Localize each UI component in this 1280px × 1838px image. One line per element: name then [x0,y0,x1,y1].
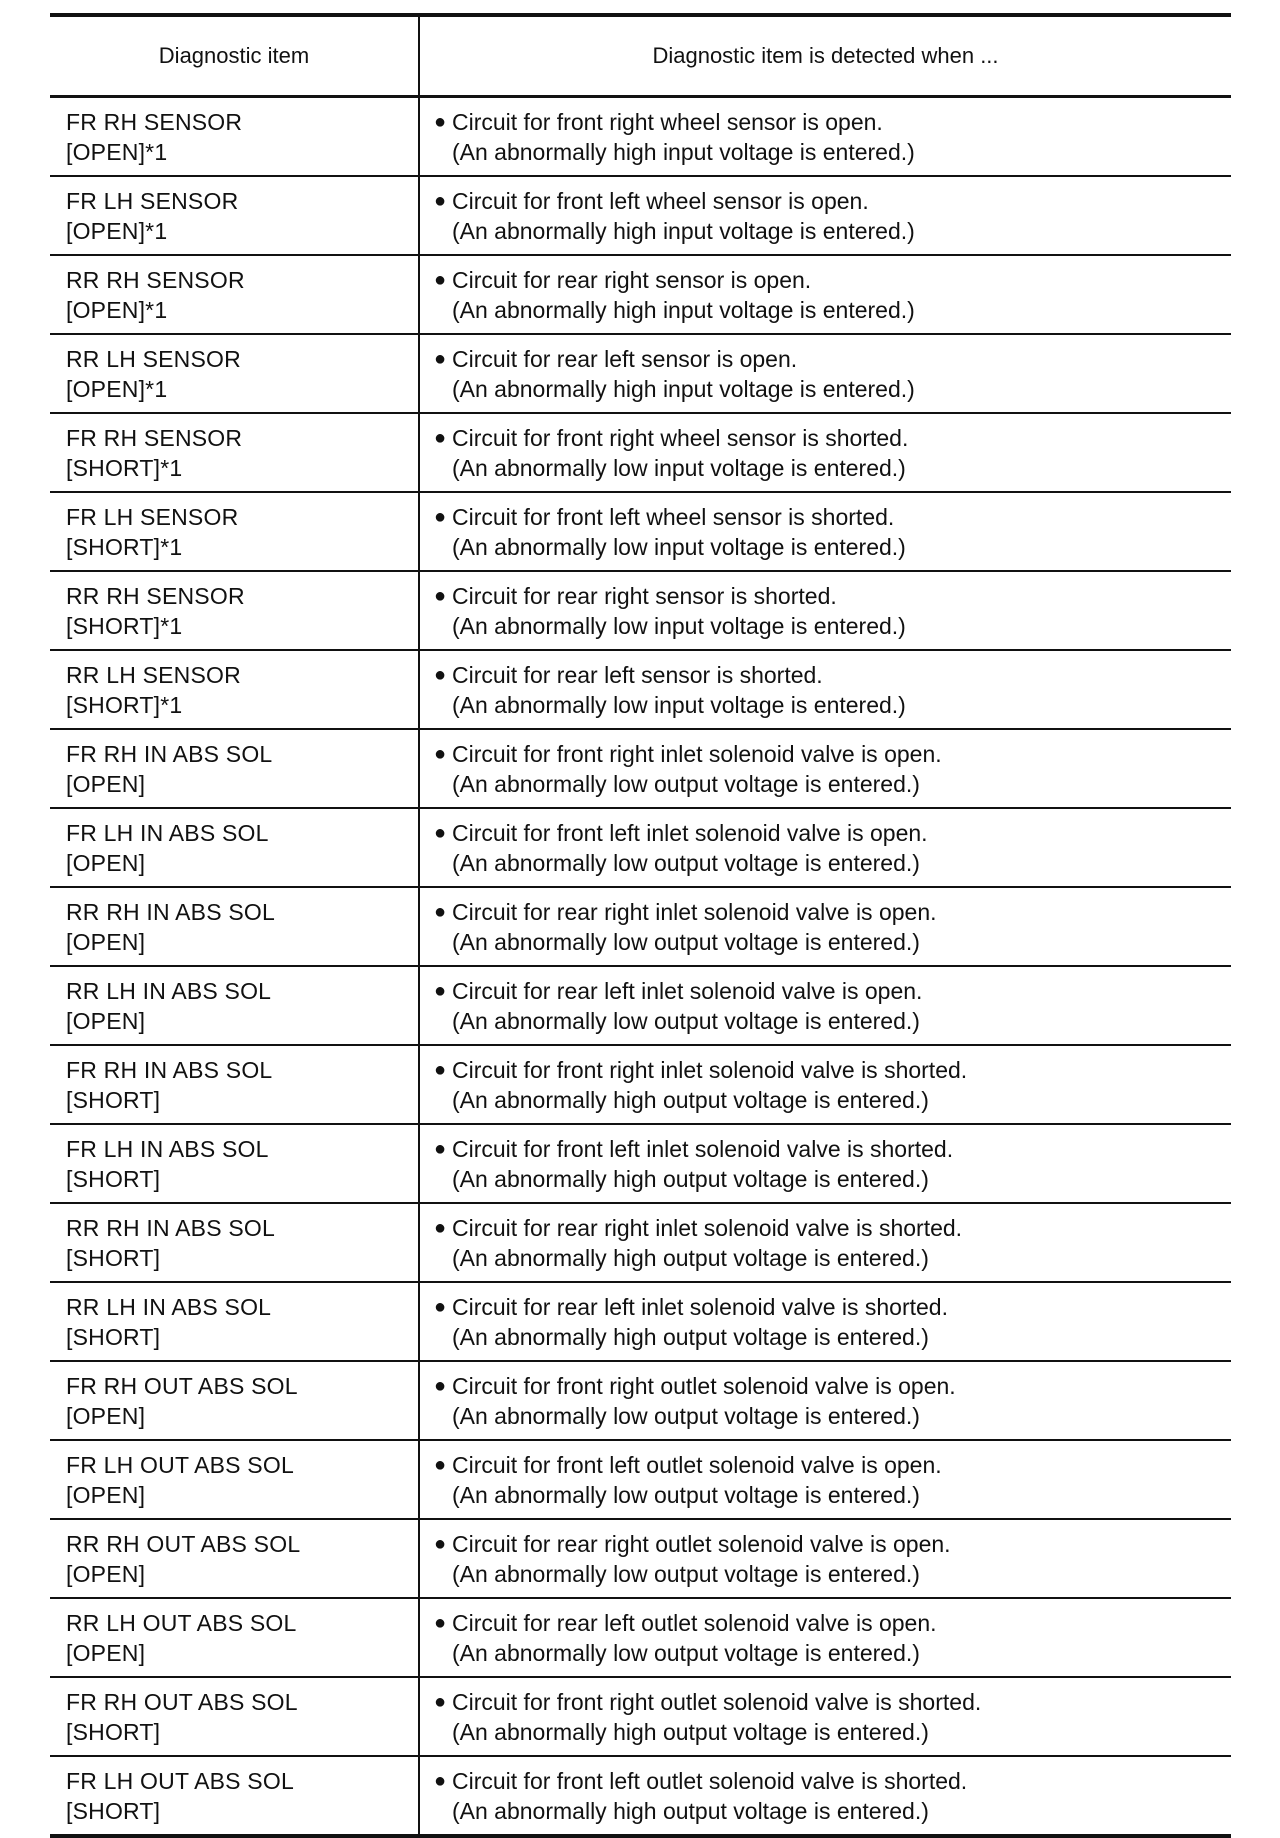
diagnostic-item-name: RR LH OUT ABS SOL [66,1609,297,1636]
condition-description: Circuit for front left outlet solenoid valve is open. [452,1451,942,1478]
detection-condition-cell [419,334,1231,413]
condition-voltage-note: (An abnormally low input voltage is entered.) [452,612,906,639]
bullet-icon: ● [433,1216,447,1239]
condition-description: Circuit for rear left sensor is shorted. [452,661,823,688]
condition-description: Circuit for front right outlet solenoid valve is open. [452,1372,956,1399]
table-row [50,255,1231,334]
condition-bullet-item [428,423,1231,483]
detection-condition-cell [419,1203,1231,1282]
condition-description: Circuit for rear left outlet solenoid valve is open. [452,1609,937,1636]
diagnostic-item-name: RR RH OUT ABS SOL [66,1530,301,1557]
condition-bullet-item [428,897,1231,957]
diagnostic-item-status: [OPEN] [66,1639,146,1666]
diagnostic-item-status: [SHORT] [66,1086,161,1113]
diagnostic-item-cell [50,1203,419,1282]
diagnostic-item-name: FR RH SENSOR [66,424,243,451]
diagnostic-item-name: RR RH IN ABS SOL [66,1214,275,1241]
header-detected-when: Diagnostic item is detected when ... [419,15,1231,97]
detection-condition-cell [419,1440,1231,1519]
condition-voltage-note: (An abnormally high output voltage is entered.) [452,1718,929,1745]
diagnostic-item-status: [OPEN]*1 [66,217,168,244]
bullet-icon: ● [433,1690,447,1713]
diagnostic-item-status: [OPEN]*1 [66,296,168,323]
diagnostic-item-status: [OPEN]*1 [66,375,168,402]
condition-bullet-item [428,1371,1231,1431]
detection-condition-cell [419,571,1231,650]
condition-voltage-note: (An abnormally low output voltage is entered.) [452,1007,920,1034]
table-row [50,1282,1231,1361]
table-row [50,1203,1231,1282]
bullet-icon: ● [433,110,447,133]
diagnostic-item-name: FR RH OUT ABS SOL [66,1372,298,1399]
diagnostic-item-name: RR RH SENSOR [66,582,245,609]
condition-voltage-note: (An abnormally low output voltage is entered.) [452,1481,920,1508]
condition-bullet-item [428,660,1231,720]
condition-text [452,1608,937,1668]
condition-description: Circuit for front right outlet solenoid valve is shorted. [452,1688,982,1715]
condition-bullet-item [428,1055,1231,1115]
diagnostic-item-cell [50,492,419,571]
diagnostic-item-status: [OPEN] [66,849,146,876]
table-row [50,1124,1231,1203]
condition-description: Circuit for front right inlet solenoid valve is open. [452,740,942,767]
table-row [50,492,1231,571]
condition-text [452,1687,981,1747]
condition-text [452,660,906,720]
diagnostic-item-name: RR LH SENSOR [66,661,241,688]
bullet-icon: ● [433,663,447,686]
detection-condition-cell [419,1124,1231,1203]
diagnostic-item-name: FR LH IN ABS SOL [66,819,269,846]
bullet-icon: ● [433,347,447,370]
diagnostic-item-status: [OPEN] [66,928,146,955]
table-row [50,1519,1231,1598]
diagnostic-item-cell [50,413,419,492]
condition-description: Circuit for front left wheel sensor is open. [452,187,869,214]
diagnostic-item-name: RR LH IN ABS SOL [66,1293,272,1320]
detection-condition-cell [419,650,1231,729]
bullet-icon: ● [433,426,447,449]
condition-text [452,1134,953,1194]
bullet-icon: ● [433,505,447,528]
table-row [50,97,1231,177]
table-row [50,966,1231,1045]
table-row [50,571,1231,650]
diagnostic-item-name: FR LH SENSOR [66,187,239,214]
condition-bullet-item [428,581,1231,641]
bullet-icon: ● [433,1295,447,1318]
diagnostic-item-cell [50,966,419,1045]
condition-text [452,1450,942,1510]
diagnostic-item-cell [50,1124,419,1203]
condition-bullet-item [428,1529,1231,1589]
condition-bullet-item [428,1608,1231,1668]
condition-bullet-item [428,344,1231,404]
condition-description: Circuit for front right wheel sensor is open. [452,108,883,135]
diagnostic-item-name: FR RH SENSOR [66,108,243,135]
detection-condition-cell [419,808,1231,887]
condition-text [452,265,915,325]
diagnostic-item-status: [OPEN] [66,1481,146,1508]
diagnostic-item-name: FR RH OUT ABS SOL [66,1688,298,1715]
condition-bullet-item [428,976,1231,1036]
condition-text [452,976,922,1036]
detection-condition-cell [419,97,1231,177]
diagnostic-item-cell [50,334,419,413]
diagnostic-item-status: [OPEN] [66,1402,146,1429]
diagnostic-item-status: [SHORT]*1 [66,691,183,718]
diagnostic-item-cell [50,255,419,334]
condition-bullet-item [428,1687,1231,1747]
condition-text [452,1055,967,1115]
condition-description: Circuit for front left wheel sensor is shorted. [452,503,895,530]
detection-condition-cell [419,1756,1231,1836]
condition-text [452,1371,956,1431]
condition-description: Circuit for rear left sensor is open. [452,345,798,372]
condition-voltage-note: (An abnormally low output voltage is entered.) [452,1560,920,1587]
detection-condition-cell [419,492,1231,571]
condition-text [452,502,906,562]
table-row [50,1440,1231,1519]
table-row [50,413,1231,492]
condition-bullet-item [428,265,1231,325]
bullet-icon: ● [433,1453,447,1476]
condition-bullet-item [428,502,1231,562]
bullet-icon: ● [433,1769,447,1792]
diagnostic-item-cell [50,97,419,177]
condition-voltage-note: (An abnormally high output voltage is entered.) [452,1165,929,1192]
table-row [50,1677,1231,1756]
diagnostic-item-status: [OPEN]*1 [66,138,168,165]
diagnostic-item-cell [50,1598,419,1677]
condition-bullet-item [428,107,1231,167]
condition-voltage-note: (An abnormally low input voltage is entered.) [452,533,906,560]
condition-text [452,897,937,957]
detection-condition-cell [419,176,1231,255]
diagnostic-item-cell [50,1519,419,1598]
table-body [50,97,1231,1837]
diagnostic-item-status: [SHORT]*1 [66,454,183,481]
condition-text [452,739,942,799]
detection-condition-cell [419,413,1231,492]
diagnostic-item-cell [50,1282,419,1361]
diagnostic-table [50,13,1231,1838]
detection-condition-cell [419,1282,1231,1361]
diagnostic-item-status: [SHORT]*1 [66,612,183,639]
condition-bullet-item [428,1134,1231,1194]
condition-voltage-note: (An abnormally high output voltage is entered.) [452,1797,929,1824]
condition-text [452,107,915,167]
table-row [50,1361,1231,1440]
bullet-icon: ● [433,1374,447,1397]
condition-voltage-note: (An abnormally low input voltage is entered.) [452,691,906,718]
bullet-icon: ● [433,900,447,923]
diagnostic-item-status: [OPEN] [66,1007,146,1034]
diagnostic-item-cell [50,1361,419,1440]
diagnostic-item-name: FR RH IN ABS SOL [66,1056,273,1083]
detection-condition-cell [419,255,1231,334]
bullet-icon: ● [433,1611,447,1634]
diagnostic-item-name: FR LH SENSOR [66,503,239,530]
condition-text [452,1213,962,1273]
diagnostic-item-name: FR LH OUT ABS SOL [66,1451,294,1478]
diagnostic-item-status: [OPEN] [66,1560,146,1587]
diagnostic-item-cell [50,176,419,255]
bullet-icon: ● [433,742,447,765]
diagnostic-item-status: [SHORT] [66,1165,161,1192]
condition-text [452,1292,948,1352]
bullet-icon: ● [433,268,447,291]
condition-voltage-note: (An abnormally low output voltage is entered.) [452,928,920,955]
condition-description: Circuit for front left inlet solenoid valve is shorted. [452,1135,954,1162]
diagnostic-item-cell [50,650,419,729]
diagnostic-item-name: RR LH SENSOR [66,345,241,372]
condition-bullet-item [428,186,1231,246]
table-header [50,15,1231,97]
condition-text [452,1529,951,1589]
bullet-icon: ● [433,584,447,607]
diagnostic-item-cell [50,887,419,966]
detection-condition-cell [419,1361,1231,1440]
table-row [50,1045,1231,1124]
condition-text [452,186,915,246]
condition-description: Circuit for front left inlet solenoid valve is open. [452,819,928,846]
diagnostic-item-cell [50,1677,419,1756]
diagnostic-item-status: [OPEN] [66,770,146,797]
diagnostic-item-status: [SHORT] [66,1797,161,1824]
diagnostic-item-name: RR RH IN ABS SOL [66,898,275,925]
condition-description: Circuit for front right inlet solenoid valve is shorted. [452,1056,968,1083]
table-row [50,1756,1231,1836]
diagnostic-item-cell [50,1756,419,1836]
diagnostic-item-status: [SHORT]*1 [66,533,183,560]
condition-voltage-note: (An abnormally low output voltage is entered.) [452,1639,920,1666]
condition-description: Circuit for rear left inlet solenoid valve is open. [452,977,923,1004]
condition-bullet-item [428,818,1231,878]
condition-voltage-note: (An abnormally high output voltage is entered.) [452,1244,929,1271]
table-row [50,808,1231,887]
bullet-icon: ● [433,979,447,1002]
condition-description: Circuit for rear right sensor is open. [452,266,812,293]
diagnostic-item-name: FR LH IN ABS SOL [66,1135,269,1162]
condition-description: Circuit for rear right sensor is shorted. [452,582,837,609]
detection-condition-cell [419,1677,1231,1756]
header-row [50,15,1231,97]
condition-voltage-note: (An abnormally high output voltage is entered.) [452,1323,929,1350]
condition-text [452,344,915,404]
condition-voltage-note: (An abnormally high input voltage is entered.) [452,138,915,165]
diagnostic-item-cell [50,808,419,887]
bullet-icon: ● [433,821,447,844]
diagnostic-item-name: FR RH IN ABS SOL [66,740,273,767]
table-row [50,1598,1231,1677]
table-row [50,887,1231,966]
diagnostic-item-status: [SHORT] [66,1718,161,1745]
condition-voltage-note: (An abnormally high input voltage is entered.) [452,296,915,323]
condition-text [452,818,928,878]
condition-bullet-item [428,739,1231,799]
detection-condition-cell [419,729,1231,808]
condition-voltage-note: (An abnormally high input voltage is entered.) [452,217,915,244]
detection-condition-cell [419,887,1231,966]
table-row [50,176,1231,255]
condition-voltage-note: (An abnormally high output voltage is entered.) [452,1086,929,1113]
diagnostic-item-cell [50,729,419,808]
condition-bullet-item [428,1213,1231,1273]
diagnostic-item-name: RR LH IN ABS SOL [66,977,272,1004]
table-row [50,650,1231,729]
diagnostic-item-status: [SHORT] [66,1323,161,1350]
header-diagnostic-item: Diagnostic item [50,15,419,97]
condition-bullet-item [428,1450,1231,1510]
detection-condition-cell [419,1519,1231,1598]
condition-description: Circuit for front left outlet solenoid valve is shorted. [452,1767,968,1794]
diagnostic-item-cell [50,1440,419,1519]
condition-voltage-note: (An abnormally low output voltage is entered.) [452,849,920,876]
condition-description: Circuit for rear right inlet solenoid valve is shorted. [452,1214,963,1241]
diagnostic-item-cell [50,1045,419,1124]
condition-description: Circuit for front right wheel sensor is shorted. [452,424,909,451]
condition-text [452,581,906,641]
condition-voltage-note: (An abnormally low output voltage is entered.) [452,1402,920,1429]
condition-text [452,423,908,483]
table-row [50,334,1231,413]
detection-condition-cell [419,1598,1231,1677]
condition-voltage-note: (An abnormally low output voltage is entered.) [452,770,920,797]
condition-text [452,1766,967,1826]
bullet-icon: ● [433,1137,447,1160]
table-row [50,729,1231,808]
condition-voltage-note: (An abnormally low input voltage is entered.) [452,454,906,481]
diagnostic-item-cell [50,571,419,650]
condition-description: Circuit for rear left inlet solenoid valve is shorted. [452,1293,948,1320]
condition-bullet-item [428,1292,1231,1352]
condition-bullet-item [428,1766,1231,1826]
detection-condition-cell [419,966,1231,1045]
condition-description: Circuit for rear right outlet solenoid valve is open. [452,1530,951,1557]
detection-condition-cell [419,1045,1231,1124]
diagnostic-item-name: RR RH SENSOR [66,266,245,293]
bullet-icon: ● [433,189,447,212]
diagnostic-item-name: FR LH OUT ABS SOL [66,1767,294,1794]
bullet-icon: ● [433,1532,447,1555]
condition-voltage-note: (An abnormally high input voltage is entered.) [452,375,915,402]
bullet-icon: ● [433,1058,447,1081]
condition-description: Circuit for rear right inlet solenoid valve is open. [452,898,937,925]
diagnostic-item-status: [SHORT] [66,1244,161,1271]
